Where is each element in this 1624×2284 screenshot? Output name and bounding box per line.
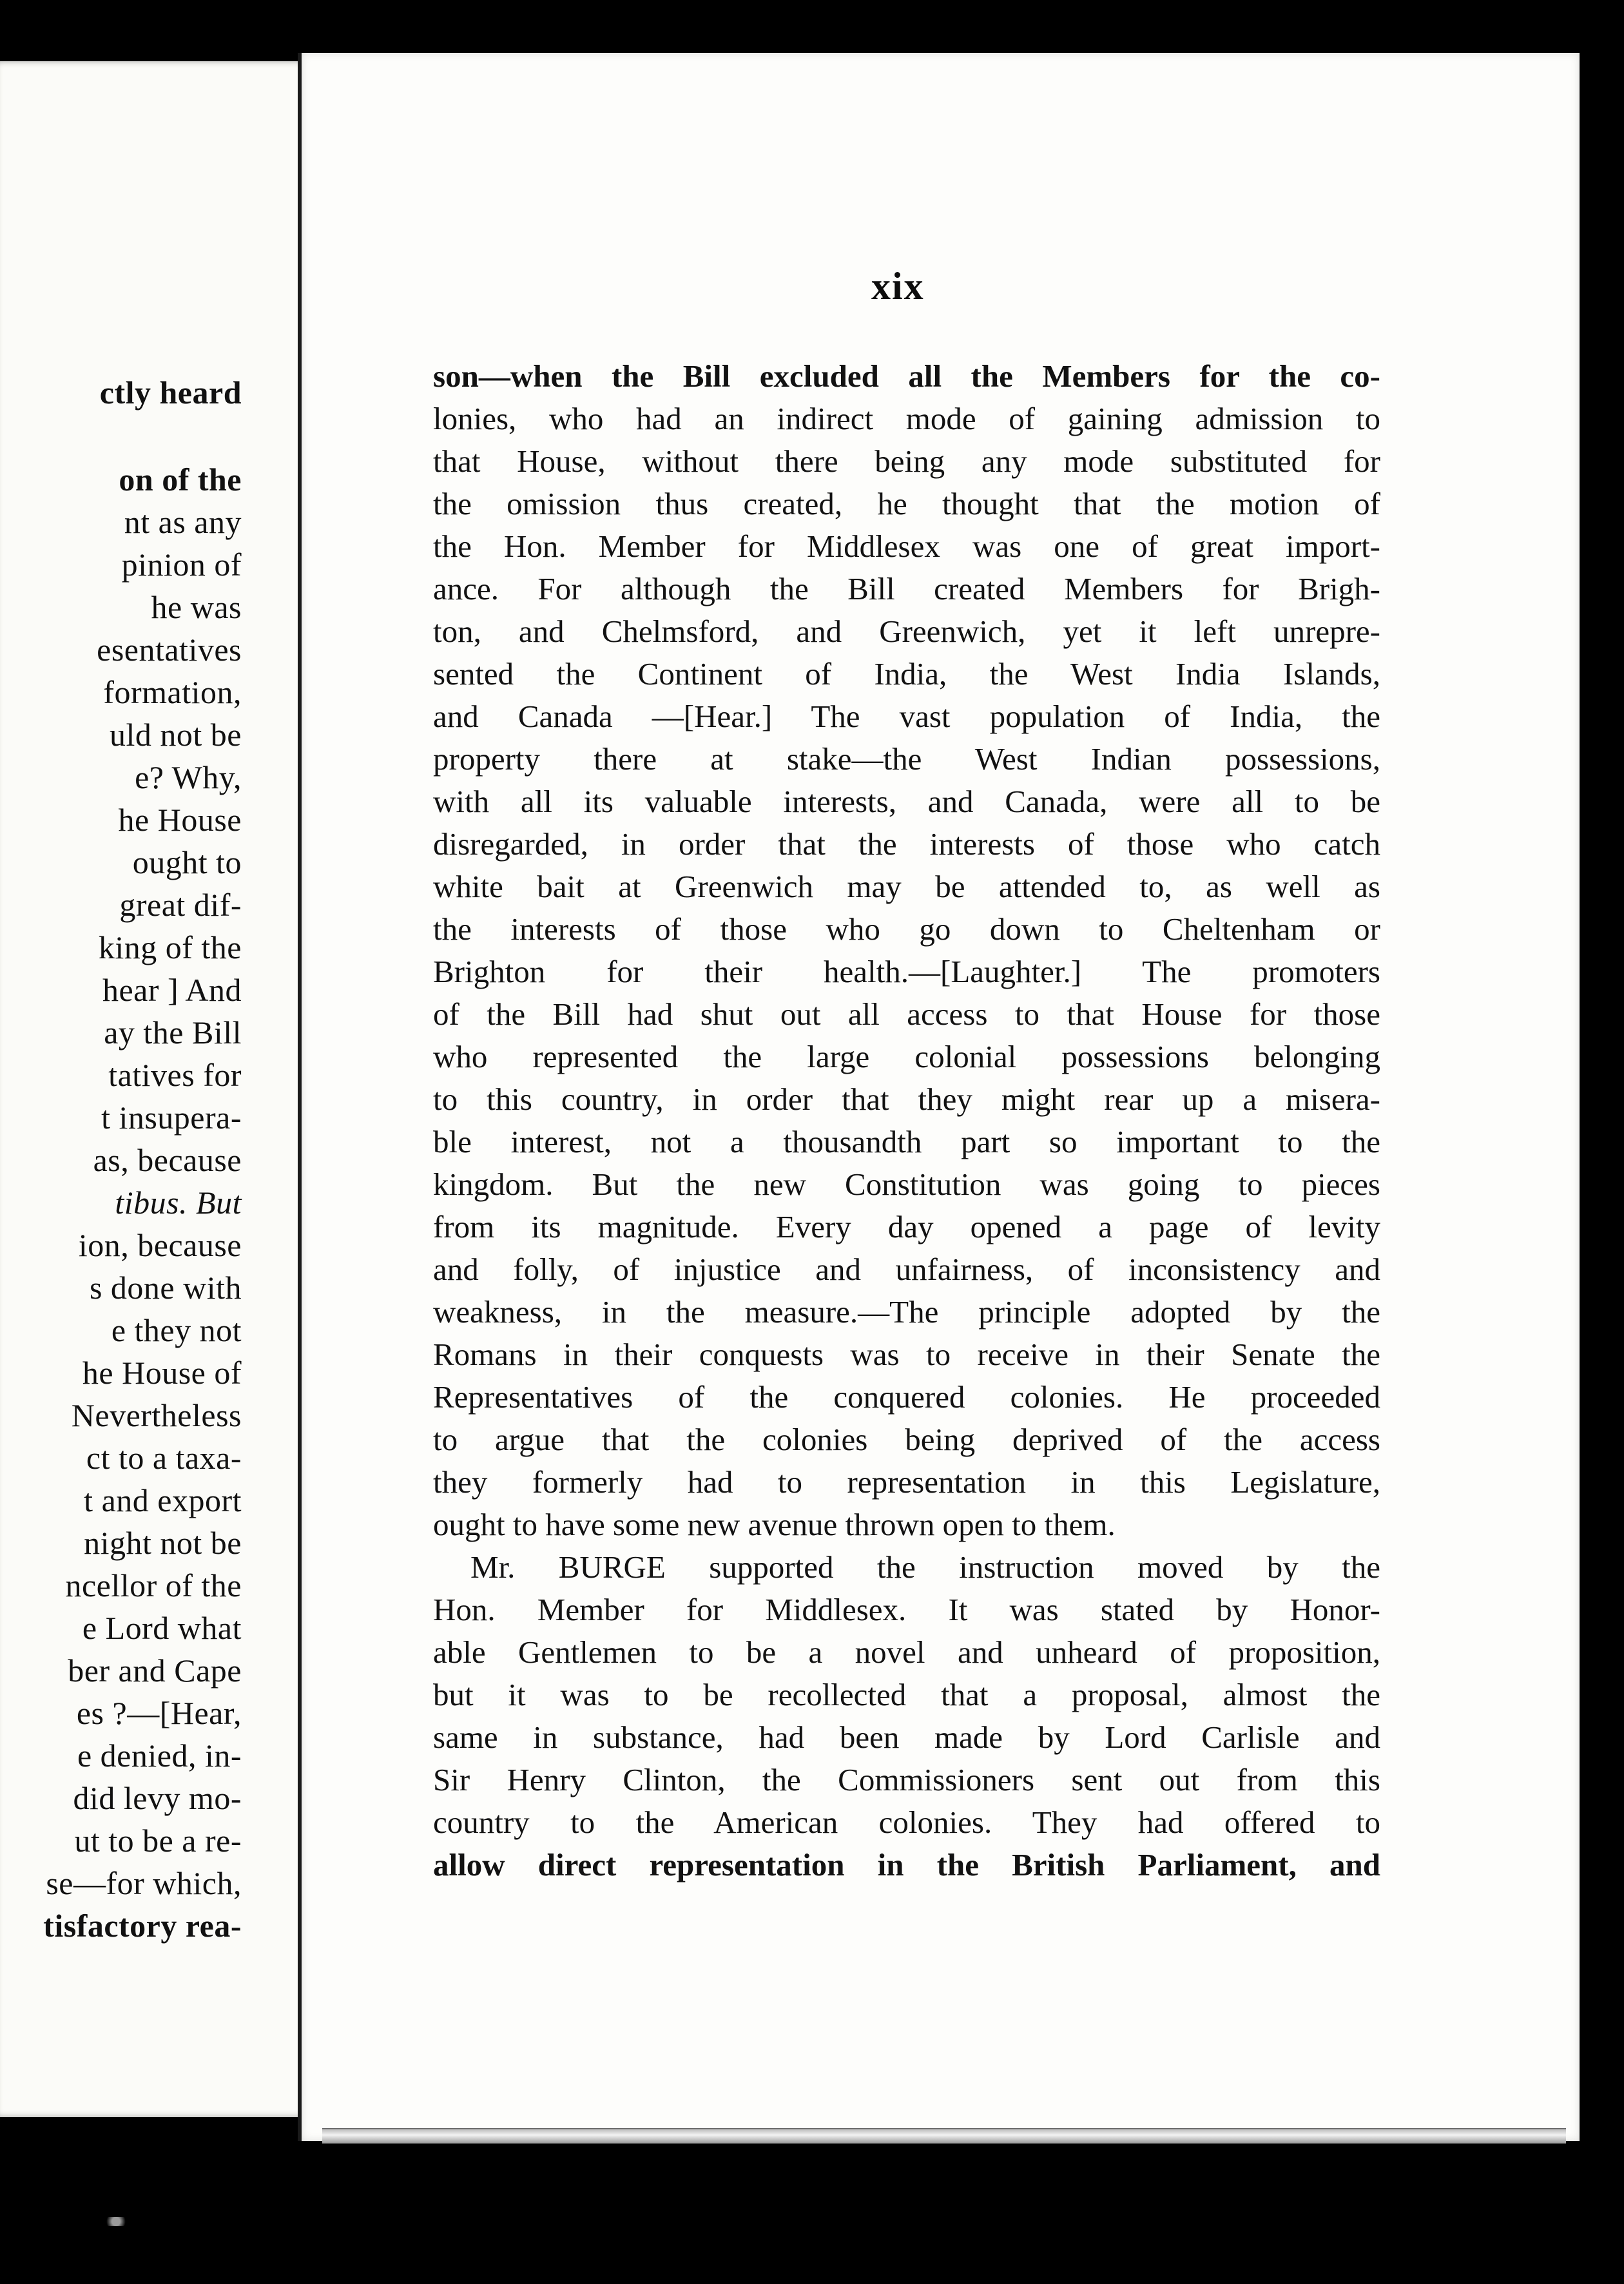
text-line: the omission thus created, he thought that the motion of (433, 486, 1380, 521)
text-line: ton, and Chelmsford, and Greenwich, yet it left unrepre- (433, 614, 1380, 649)
left-page-line: on of the (119, 461, 242, 498)
text-line: the Hon. Member for Middlesex was one of great import- (433, 528, 1380, 564)
left-page-line: ut to be a re- (74, 1823, 242, 1859)
left-page-line: uld not be (110, 717, 242, 753)
scan-speck (103, 2217, 129, 2226)
left-page-line: tisfactory rea- (43, 1908, 242, 1944)
left-page-line: did levy mo- (73, 1780, 242, 1816)
text-line: but it was to be recollected that a proposal, almost the (433, 1677, 1380, 1712)
text-line: kingdom. But the new Constitution was going to pieces (433, 1166, 1380, 1202)
text-line: country to the American colonies. They had offered to (433, 1805, 1380, 1840)
text-line: Brighton for their health.—[Laughter.] The promoters (433, 954, 1380, 989)
text-line: to argue that the colonies being deprived of the access (433, 1422, 1380, 1457)
text-line: of the Bill had shut out all access to that House for those (433, 996, 1380, 1032)
left-page-line: tibus. But (115, 1185, 242, 1221)
text-line: Sir Henry Clinton, the Commissioners sent out from this (433, 1762, 1380, 1797)
left-page-line: ought to (132, 844, 242, 880)
left-page-line: formation, (103, 674, 242, 710)
text-line: Romans in their conquests was to receive in their Senate the (433, 1337, 1380, 1372)
left-page-line: e Lord what (82, 1610, 242, 1646)
left-page-line: esentatives (97, 632, 242, 668)
left-page-line: se—for which, (46, 1865, 242, 1901)
text-line: same in substance, had been made by Lord Carlisle and (433, 1719, 1380, 1755)
left-page-line: great dif- (119, 887, 242, 923)
text-line: allow direct representation in the British Parliament, and (433, 1847, 1380, 1882)
text-line: with all its valuable interests, and Canada, were all to be (433, 784, 1380, 819)
left-page-line: e denied, in- (77, 1737, 242, 1774)
text-line: Hon. Member for Middlesex. It was stated by Honor- (433, 1592, 1380, 1627)
left-page-line: hear ] And (102, 972, 242, 1008)
left-page-line: tatives for (108, 1057, 242, 1093)
text-line: and Canada —[Hear.] The vast population of India, the (433, 699, 1380, 734)
text-line: that House, without there being any mode substituted for (433, 443, 1380, 479)
left-page-line: he House (118, 802, 242, 838)
left-page-line: t and export (84, 1482, 242, 1518)
text-line: ance. For although the Bill created Members for Brigh- (433, 571, 1380, 606)
left-page-line: e? Why, (135, 759, 242, 795)
left-page-line: he House of (82, 1355, 242, 1391)
left-page-line: e they not (111, 1312, 242, 1348)
text-line: who represented the large colonial possessions belonging (433, 1039, 1380, 1074)
text-line: the interests of those who go down to Cheltenham or (433, 911, 1380, 947)
text-line: from its magnitude. Every day opened a page of levity (433, 1209, 1380, 1244)
left-page-line: ctly heard (99, 374, 242, 411)
text-line: white bait at Greenwich may be attended to, as well as (433, 869, 1380, 904)
left-page-line: ay the Bill (104, 1014, 242, 1050)
text-line: Representatives of the conquered colonies. He proceeded (433, 1379, 1380, 1415)
left-page-line: king of the (98, 929, 242, 965)
text-line: ought to have some new avenue thrown open to them. (433, 1507, 1116, 1542)
left-page (0, 61, 325, 2117)
left-page-line: ber and Cape (68, 1652, 242, 1689)
left-page-line: es ?—[Hear, (76, 1695, 242, 1731)
left-page-line: pinion of (121, 547, 242, 583)
text-line: they formerly had to representation in this Legislature, (433, 1464, 1380, 1500)
text-line: weakness, in the measure.—The principle adopted by the (433, 1294, 1380, 1330)
left-page-line: ct to a taxa- (86, 1440, 242, 1476)
left-page-line: as, because (93, 1142, 242, 1178)
text-line: sented the Continent of India, the West India Islands, (433, 656, 1380, 692)
text-line: property there at stake—the West Indian possessions, (433, 741, 1380, 777)
left-page-line: he was (151, 589, 242, 625)
text-line: able Gentlemen to be a novel and unheard of proposition, (433, 1634, 1380, 1670)
text-line: disregarded, in order that the interests of those who catch (433, 826, 1380, 862)
left-page-line: night not be (84, 1525, 242, 1561)
page-stack-edge (322, 2128, 1566, 2144)
left-page-line: nt as any (124, 504, 242, 540)
text-line: ble interest, not a thousandth part so important to the (433, 1124, 1380, 1159)
left-page-line: ion, because (78, 1227, 242, 1263)
text-line: Mr. BURGE supported the instruction moved by the (470, 1549, 1380, 1585)
text-line: son—when the Bill excluded all the Members for the co- (433, 358, 1380, 394)
left-page-line: Nevertheless (71, 1397, 242, 1433)
left-page-line: ncellor of the (65, 1567, 242, 1603)
text-line: lonies, who had an indirect mode of gaining admission to (433, 401, 1380, 436)
text-line: to this country, in order that they might rear up a misera- (433, 1081, 1380, 1117)
left-page-line: s done with (89, 1270, 242, 1306)
page-number: xix (871, 265, 925, 307)
text-line: and folly, of injustice and unfairness, of inconsistency and (433, 1252, 1380, 1287)
left-page-line: t insupera- (101, 1099, 242, 1136)
